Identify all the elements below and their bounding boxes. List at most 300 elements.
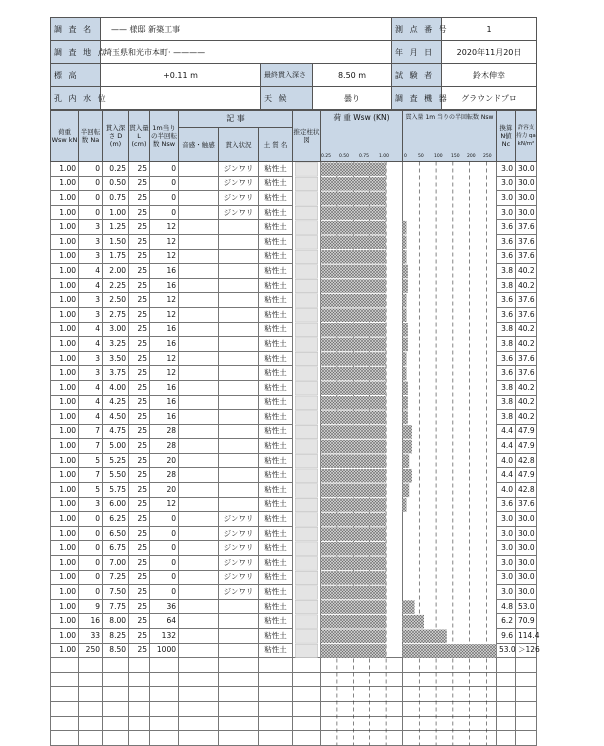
cell-penetration xyxy=(219,643,259,658)
empty-cell xyxy=(179,687,219,702)
cell-bearing: 42.8 xyxy=(516,483,537,498)
empty-cell xyxy=(79,658,103,673)
cell-nsw: 16 xyxy=(150,264,179,279)
cell-wsw: 1.00 xyxy=(51,468,79,483)
cell-nvalue: 3.0 xyxy=(497,512,516,527)
cell-penetration xyxy=(219,497,259,512)
cell-load-chart xyxy=(321,249,403,264)
table-row xyxy=(51,585,537,600)
water-level-label: 孔 内 水 位 xyxy=(51,87,101,110)
col-remarks: 記 事 xyxy=(179,111,293,128)
cell-nvalue: 4.4 xyxy=(497,468,516,483)
cell-soil: 粘性土 xyxy=(259,322,293,337)
point-no-label: 測 点 番 号 xyxy=(392,18,442,41)
cell-l: 25 xyxy=(129,278,150,293)
cell-nvalue: 3.8 xyxy=(497,380,516,395)
empty-row xyxy=(51,716,537,731)
data-rows xyxy=(51,162,540,746)
cell-na: 3 xyxy=(79,293,103,308)
cell-load-chart xyxy=(321,395,403,410)
cell-sound xyxy=(179,366,219,381)
header-table xyxy=(50,17,537,110)
cell-estimated xyxy=(293,351,321,366)
cell-estimated xyxy=(293,526,321,541)
empty-cell xyxy=(103,701,129,716)
cell-load-chart xyxy=(321,380,403,395)
survey-name-value: —— 様邸 新築工事 xyxy=(101,18,392,41)
cell-nvalue: 4.8 xyxy=(497,599,516,614)
col-penetration: 貫入状況 xyxy=(219,128,259,162)
cell-nsw-chart xyxy=(403,585,497,600)
cell-nsw-chart xyxy=(403,395,497,410)
cell-nvalue: 3.6 xyxy=(497,366,516,381)
load-chart-ticks xyxy=(321,153,402,160)
empty-cell xyxy=(516,716,537,731)
col-estimated: 推定柱状図 xyxy=(293,111,321,162)
cell-nsw-chart xyxy=(403,205,497,220)
cell-sound xyxy=(179,614,219,629)
cell-na: 5 xyxy=(79,483,103,498)
cell-l: 25 xyxy=(129,410,150,425)
cell-nsw-chart xyxy=(403,614,497,629)
cell-load-chart xyxy=(321,497,403,512)
empty-cell xyxy=(129,716,150,731)
cell-estimated xyxy=(293,322,321,337)
cell-estimated xyxy=(293,570,321,585)
load-tick-4: 1.00 xyxy=(379,154,390,159)
cell-load-chart xyxy=(321,439,403,454)
cell-bearing: 47.9 xyxy=(516,468,537,483)
max-depth-label: 最終貫入深さ xyxy=(261,64,313,87)
cell-nsw: 28 xyxy=(150,439,179,454)
empty-cell xyxy=(51,716,79,731)
empty-cell xyxy=(293,658,321,673)
cell-penetration xyxy=(219,424,259,439)
cell-nsw: 0 xyxy=(150,585,179,600)
empty-cell xyxy=(51,658,79,673)
table-row xyxy=(51,234,537,249)
cell-penetration: ジンワリ xyxy=(219,556,259,571)
empty-cell xyxy=(259,687,293,702)
cell-na: 0 xyxy=(79,585,103,600)
cell-depth: 7.50 xyxy=(103,585,129,600)
cell-nsw: 36 xyxy=(150,599,179,614)
cell-bearing: 37.6 xyxy=(516,249,537,264)
table-row xyxy=(51,614,537,629)
cell-na: 3 xyxy=(79,351,103,366)
cell-depth: 1.75 xyxy=(103,249,129,264)
cell-nvalue: 3.6 xyxy=(497,351,516,366)
cell-na: 3 xyxy=(79,307,103,322)
cell-soil: 粘性土 xyxy=(259,366,293,381)
cell-penetration: ジンワリ xyxy=(219,191,259,206)
cell-bearing: 40.2 xyxy=(516,337,537,352)
cell-wsw: 1.00 xyxy=(51,205,79,220)
cell-nvalue: 3.0 xyxy=(497,191,516,206)
cell-nsw: 12 xyxy=(150,234,179,249)
cell-load-chart xyxy=(321,614,403,629)
empty-cell xyxy=(219,687,259,702)
cell-nsw: 16 xyxy=(150,380,179,395)
cell-depth: 1.00 xyxy=(103,205,129,220)
cell-load-chart xyxy=(321,191,403,206)
cell-wsw: 1.00 xyxy=(51,497,79,512)
data-section xyxy=(50,110,540,746)
cell-estimated xyxy=(293,453,321,468)
empty-cell xyxy=(51,701,79,716)
cell-wsw: 1.00 xyxy=(51,410,79,425)
cell-sound xyxy=(179,293,219,308)
empty-cell xyxy=(51,731,79,746)
cell-depth: 6.25 xyxy=(103,512,129,527)
cell-bearing: 37.6 xyxy=(516,234,537,249)
cell-depth: 5.50 xyxy=(103,468,129,483)
table-row xyxy=(51,570,537,585)
cell-penetration xyxy=(219,366,259,381)
load-tick-1: 0.25 xyxy=(321,154,332,159)
cell-bearing: 30.0 xyxy=(516,570,537,585)
cell-l: 25 xyxy=(129,351,150,366)
empty-cell xyxy=(497,716,516,731)
table-row xyxy=(51,468,537,483)
cell-estimated xyxy=(293,643,321,658)
cell-soil: 粘性土 xyxy=(259,629,293,644)
nsw-tick-50: 50 xyxy=(418,154,424,159)
cell-nvalue: 3.8 xyxy=(497,337,516,352)
nsw-tick-150: 150 xyxy=(451,154,460,159)
cell-na: 0 xyxy=(79,512,103,527)
empty-cell xyxy=(103,658,129,673)
cell-nvalue: 3.6 xyxy=(497,497,516,512)
cell-estimated xyxy=(293,162,321,177)
cell-nsw-chart xyxy=(403,629,497,644)
cell-wsw: 1.00 xyxy=(51,556,79,571)
cell-penetration xyxy=(219,322,259,337)
header-row-2 xyxy=(51,41,537,64)
cell-nsw-chart xyxy=(403,234,497,249)
cell-nvalue: 53.0 xyxy=(497,643,516,658)
cell-nsw-chart xyxy=(403,556,497,571)
cell-penetration xyxy=(219,307,259,322)
cell-nsw-chart xyxy=(403,293,497,308)
cell-wsw: 1.00 xyxy=(51,453,79,468)
cell-bearing: 40.2 xyxy=(516,278,537,293)
cell-soil: 粘性土 xyxy=(259,439,293,454)
cell-l: 25 xyxy=(129,643,150,658)
cell-nvalue: 3.6 xyxy=(497,249,516,264)
cell-wsw: 1.00 xyxy=(51,249,79,264)
cell-na: 0 xyxy=(79,162,103,177)
cell-nsw: 16 xyxy=(150,410,179,425)
cell-sound xyxy=(179,205,219,220)
empty-cell xyxy=(150,731,179,746)
table-row xyxy=(51,293,537,308)
cell-nsw: 12 xyxy=(150,497,179,512)
cell-nsw-chart xyxy=(403,541,497,556)
table-row xyxy=(51,526,537,541)
cell-estimated xyxy=(293,337,321,352)
cell-estimated xyxy=(293,468,321,483)
empty-cell xyxy=(403,672,497,687)
location-value: 埼玉県和光市本町· ———— xyxy=(101,41,392,64)
cell-na: 0 xyxy=(79,205,103,220)
cell-nsw-chart xyxy=(403,307,497,322)
empty-cell xyxy=(497,672,516,687)
cell-na: 7 xyxy=(79,439,103,454)
cell-sound xyxy=(179,424,219,439)
cell-load-chart xyxy=(321,483,403,498)
table-row xyxy=(51,337,537,352)
empty-row xyxy=(51,687,537,702)
empty-cell xyxy=(150,672,179,687)
cell-load-chart xyxy=(321,410,403,425)
cell-nvalue: 3.0 xyxy=(497,570,516,585)
nsw-tick-100: 100 xyxy=(434,154,443,159)
cell-na: 0 xyxy=(79,556,103,571)
empty-cell xyxy=(516,658,537,673)
cell-load-chart xyxy=(321,570,403,585)
cell-l: 25 xyxy=(129,234,150,249)
cell-nsw-chart xyxy=(403,483,497,498)
cell-l: 25 xyxy=(129,264,150,279)
cell-sound xyxy=(179,337,219,352)
cell-estimated xyxy=(293,410,321,425)
cell-sound xyxy=(179,307,219,322)
cell-l: 25 xyxy=(129,176,150,191)
cell-wsw: 1.00 xyxy=(51,483,79,498)
empty-cell xyxy=(129,731,150,746)
cell-depth: 6.50 xyxy=(103,526,129,541)
cell-bearing: 30.0 xyxy=(516,585,537,600)
cell-soil: 粘性土 xyxy=(259,556,293,571)
cell-nvalue: 3.8 xyxy=(497,395,516,410)
col-l: 貫入量 L (cm) xyxy=(129,111,150,162)
empty-cell xyxy=(219,701,259,716)
cell-l: 25 xyxy=(129,453,150,468)
cell-soil: 粘性土 xyxy=(259,570,293,585)
cell-bearing: 40.2 xyxy=(516,395,537,410)
empty-cell xyxy=(79,672,103,687)
cell-depth: 8.00 xyxy=(103,614,129,629)
cell-estimated xyxy=(293,380,321,395)
cell-wsw: 1.00 xyxy=(51,220,79,235)
cell-bearing: 30.0 xyxy=(516,176,537,191)
cell-l: 25 xyxy=(129,337,150,352)
cell-nsw-chart xyxy=(403,191,497,206)
empty-cell xyxy=(79,701,103,716)
cell-wsw: 1.00 xyxy=(51,526,79,541)
empty-cell xyxy=(179,701,219,716)
empty-cell xyxy=(321,687,403,702)
empty-cell xyxy=(150,701,179,716)
cell-load-chart xyxy=(321,512,403,527)
table-row xyxy=(51,453,537,468)
cell-nsw-chart xyxy=(403,453,497,468)
cell-l: 25 xyxy=(129,205,150,220)
cell-nsw-chart xyxy=(403,643,497,658)
cell-bearing: 40.2 xyxy=(516,264,537,279)
cell-penetration xyxy=(219,599,259,614)
cell-sound xyxy=(179,322,219,337)
table-row xyxy=(51,424,537,439)
table-row xyxy=(51,176,537,191)
cell-depth: 6.00 xyxy=(103,497,129,512)
cell-wsw: 1.00 xyxy=(51,322,79,337)
empty-cell xyxy=(403,731,497,746)
empty-cell xyxy=(293,731,321,746)
cell-nsw-chart xyxy=(403,351,497,366)
cell-na: 5 xyxy=(79,453,103,468)
cell-estimated xyxy=(293,497,321,512)
cell-soil: 粘性土 xyxy=(259,380,293,395)
cell-depth: 0.50 xyxy=(103,176,129,191)
table-row xyxy=(51,410,537,425)
empty-cell xyxy=(219,716,259,731)
cell-depth: 5.75 xyxy=(103,483,129,498)
empty-row xyxy=(51,658,537,673)
cell-na: 4 xyxy=(79,337,103,352)
cell-estimated xyxy=(293,585,321,600)
cell-nsw: 0 xyxy=(150,162,179,177)
table-row xyxy=(51,220,537,235)
cell-soil: 粘性土 xyxy=(259,599,293,614)
empty-cell xyxy=(293,687,321,702)
cell-penetration xyxy=(219,351,259,366)
cell-depth: 1.25 xyxy=(103,220,129,235)
empty-cell xyxy=(259,731,293,746)
cell-sound xyxy=(179,556,219,571)
nsw-tick-200: 200 xyxy=(467,154,476,159)
cell-load-chart xyxy=(321,366,403,381)
cell-depth: 5.00 xyxy=(103,439,129,454)
cell-bearing: 30.0 xyxy=(516,512,537,527)
cell-wsw: 1.00 xyxy=(51,541,79,556)
table-row xyxy=(51,191,537,206)
cell-depth: 3.25 xyxy=(103,337,129,352)
cell-na: 16 xyxy=(79,614,103,629)
cell-l: 25 xyxy=(129,162,150,177)
cell-penetration: ジンワリ xyxy=(219,512,259,527)
cell-nsw-chart xyxy=(403,162,497,177)
cell-estimated xyxy=(293,249,321,264)
cell-nsw-chart xyxy=(403,176,497,191)
cell-l: 25 xyxy=(129,293,150,308)
empty-cell xyxy=(516,672,537,687)
cell-wsw: 1.00 xyxy=(51,614,79,629)
empty-cell xyxy=(129,687,150,702)
cell-depth: 3.75 xyxy=(103,366,129,381)
empty-cell xyxy=(103,687,129,702)
cell-l: 25 xyxy=(129,541,150,556)
cell-load-chart xyxy=(321,643,403,658)
cell-sound xyxy=(179,453,219,468)
equipment-value: グラウンドプロ xyxy=(442,87,537,110)
cell-nsw: 16 xyxy=(150,395,179,410)
cell-nvalue: 3.0 xyxy=(497,176,516,191)
cell-wsw: 1.00 xyxy=(51,629,79,644)
table-row xyxy=(51,322,537,337)
empty-cell xyxy=(179,716,219,731)
table-row xyxy=(51,629,537,644)
cell-depth: 2.00 xyxy=(103,264,129,279)
empty-cell xyxy=(259,658,293,673)
cell-wsw: 1.00 xyxy=(51,234,79,249)
cell-na: 4 xyxy=(79,278,103,293)
cell-bearing: 37.6 xyxy=(516,307,537,322)
cell-soil: 粘性土 xyxy=(259,526,293,541)
cell-l: 25 xyxy=(129,249,150,264)
cell-depth: 4.25 xyxy=(103,395,129,410)
cell-l: 25 xyxy=(129,424,150,439)
cell-nvalue: 4.4 xyxy=(497,424,516,439)
cell-estimated xyxy=(293,307,321,322)
cell-estimated xyxy=(293,395,321,410)
cell-nvalue: 3.0 xyxy=(497,556,516,571)
empty-cell xyxy=(129,658,150,673)
cell-soil: 粘性土 xyxy=(259,264,293,279)
header-row-1 xyxy=(51,18,537,41)
cell-penetration xyxy=(219,234,259,249)
cell-depth: 2.50 xyxy=(103,293,129,308)
empty-cell xyxy=(129,672,150,687)
cell-sound xyxy=(179,278,219,293)
cell-wsw: 1.00 xyxy=(51,599,79,614)
cell-sound xyxy=(179,512,219,527)
cell-nvalue: 3.6 xyxy=(497,293,516,308)
cell-nvalue: 4.4 xyxy=(497,439,516,454)
cell-penetration xyxy=(219,380,259,395)
cell-l: 25 xyxy=(129,526,150,541)
cell-l: 25 xyxy=(129,556,150,571)
col-nsw-chart xyxy=(403,111,497,162)
cell-load-chart xyxy=(321,629,403,644)
cell-nsw: 28 xyxy=(150,424,179,439)
cell-na: 0 xyxy=(79,526,103,541)
empty-cell xyxy=(403,687,497,702)
load-tick-3: 0.75 xyxy=(359,154,370,159)
table-row xyxy=(51,380,537,395)
cell-l: 25 xyxy=(129,322,150,337)
cell-soil: 粘性土 xyxy=(259,205,293,220)
cell-wsw: 1.00 xyxy=(51,293,79,308)
table-row xyxy=(51,556,537,571)
cell-nsw: 12 xyxy=(150,307,179,322)
cell-bearing: 37.6 xyxy=(516,351,537,366)
cell-sound xyxy=(179,585,219,600)
cell-penetration: ジンワリ xyxy=(219,526,259,541)
cell-wsw: 1.00 xyxy=(51,176,79,191)
cell-bearing: 30.0 xyxy=(516,556,537,571)
cell-load-chart xyxy=(321,278,403,293)
cell-penetration: ジンワリ xyxy=(219,205,259,220)
cell-nvalue: 3.6 xyxy=(497,234,516,249)
cell-estimated xyxy=(293,614,321,629)
cell-soil: 粘性土 xyxy=(259,249,293,264)
cell-bearing: 37.6 xyxy=(516,366,537,381)
empty-cell xyxy=(497,731,516,746)
cell-estimated xyxy=(293,234,321,249)
empty-cell xyxy=(321,716,403,731)
table-row xyxy=(51,205,537,220)
data-table xyxy=(50,110,540,746)
empty-cell xyxy=(403,658,497,673)
cell-na: 3 xyxy=(79,497,103,512)
empty-cell xyxy=(497,701,516,716)
cell-load-chart xyxy=(321,599,403,614)
cell-wsw: 1.00 xyxy=(51,380,79,395)
cell-soil: 粘性土 xyxy=(259,293,293,308)
empty-cell xyxy=(497,658,516,673)
